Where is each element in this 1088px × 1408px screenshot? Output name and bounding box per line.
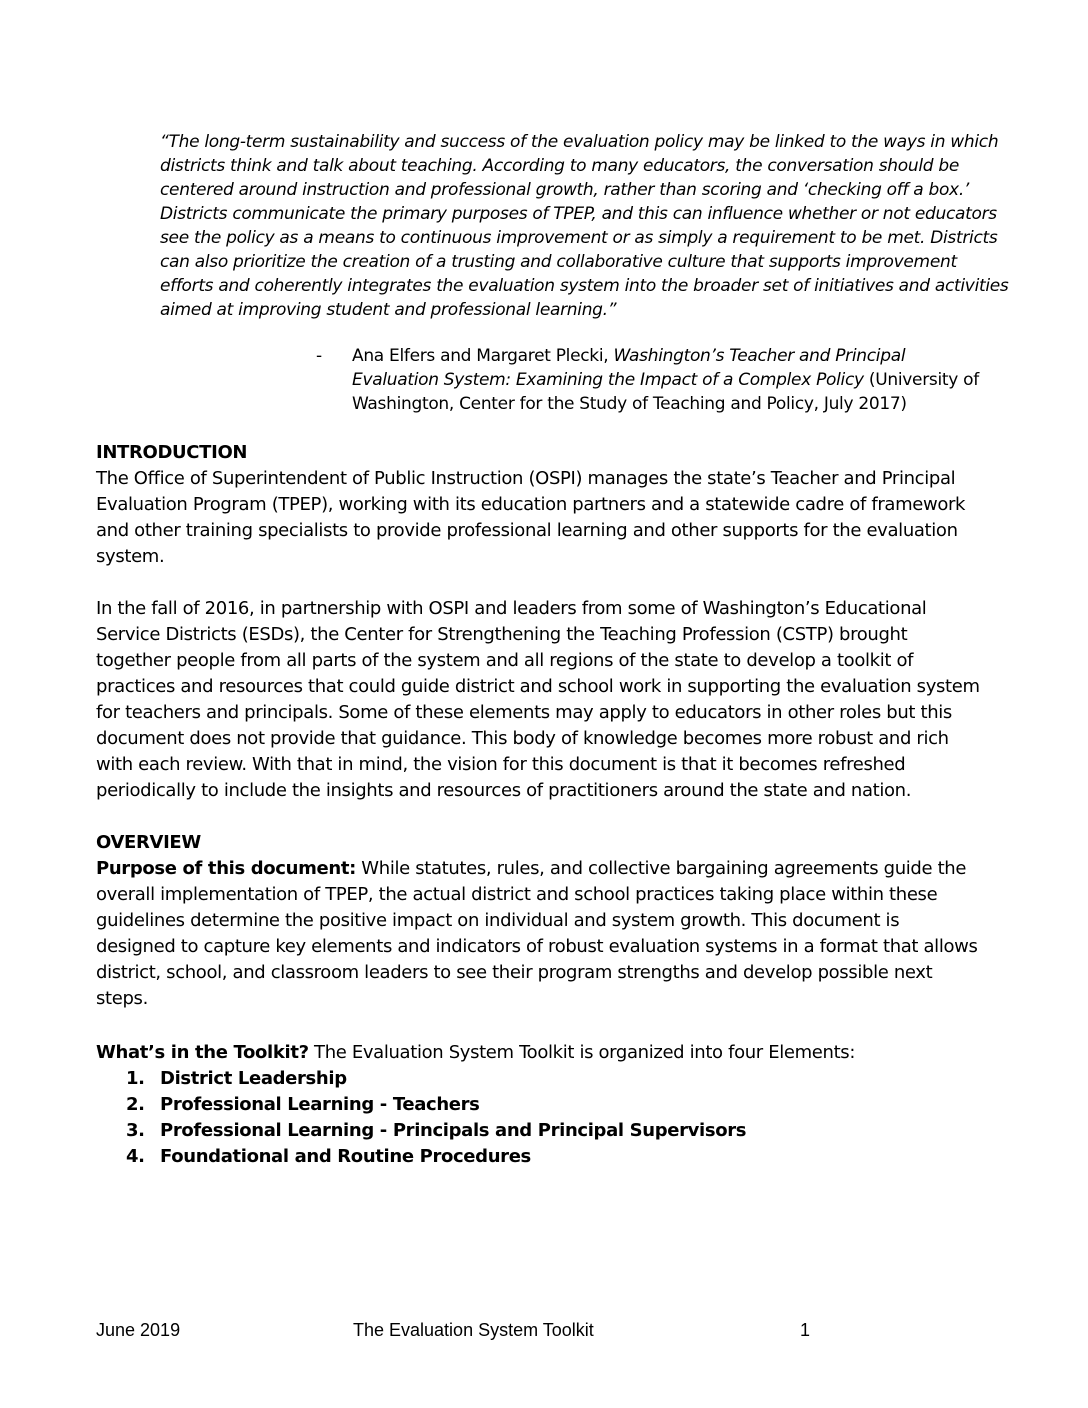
footer-title: The Evaluation System Toolkit (353, 1320, 594, 1340)
intro-p2-line: document does not provide that guidance. This body of knowledge becomes more robust and rich (96, 728, 949, 749)
intro-p1-line: system. (96, 546, 165, 567)
purpose-line: steps. (96, 988, 148, 1009)
purpose-line: district, school, and classroom leaders to see their program strengths and develop possible next (96, 962, 933, 983)
intro-p1-line: The Office of Superintendent of Public Instruction (OSPI) manages the state’s Teacher and Principal (96, 468, 956, 489)
list-number: 3. (126, 1120, 145, 1141)
quote-line: “The long-term sustainability and success of the evaluation policy may be linked to the ways in which (160, 132, 999, 152)
citation-line-1 (352, 344, 992, 368)
purpose-label: Purpose of this document: (96, 858, 356, 879)
citation-line-3: Washington, Center for the Study of Teaching and Policy, July 2017) (352, 394, 907, 414)
quote-line: centered around instruction and professional growth, rather than scoring and ‘checking off a box.’ (160, 180, 970, 200)
quote-line: see the policy as a means to continuous improvement or as simply a requirement to be met. Districts (160, 228, 998, 248)
intro-p2-line: practices and resources that could guide district and school work in supporting the evaluation system (96, 676, 980, 697)
citation-title-part-1: Washington’s Teacher and Principal (613, 346, 906, 366)
quote-line: can also prioritize the creation of a trusting and collaborative culture that supports improvement (160, 252, 957, 272)
purpose-line: overall implementation of TPEP, the actual district and school practices taking place within these (96, 884, 938, 905)
quote-line: efforts and coherently integrates the evaluation system into the broader set of initiatives and activities (160, 276, 1009, 296)
page-number: 1 (800, 1320, 811, 1340)
elements-list (96, 1066, 746, 1170)
page-footer (0, 1320, 1088, 1344)
toolkit-line (96, 1040, 996, 1066)
citation-publisher-part-1: (University of (863, 370, 979, 390)
list-number: 2. (126, 1094, 145, 1115)
list-item (96, 1066, 746, 1092)
introduction-heading: INTRODUCTION (96, 442, 248, 463)
list-label: District Leadership (160, 1068, 347, 1089)
citation-line-2 (352, 368, 992, 392)
quote-line: aimed at improving student and professional learning.” (160, 300, 617, 320)
list-item (96, 1144, 746, 1170)
purpose-line: designed to capture key elements and indicators of robust evaluation systems in a format that allows (96, 936, 978, 957)
intro-p2-line: with each review. With that in mind, the vision for this document is that it becomes refreshed (96, 754, 906, 775)
overview-heading: OVERVIEW (96, 832, 201, 853)
citation-authors: Ana Elfers and Margaret Plecki, (352, 346, 614, 366)
toolkit-text: The Evaluation System Toolkit is organized into four Elements: (308, 1042, 856, 1063)
intro-p2-line: together people from all parts of the system and all regions of the state to develop a toolkit of (96, 650, 914, 671)
list-number: 1. (126, 1068, 145, 1089)
purpose-line: guidelines determine the positive impact on individual and system growth. This document is (96, 910, 900, 931)
list-item (96, 1118, 746, 1144)
overview-section (96, 830, 996, 1012)
quote-line: districts think and talk about teaching. According to many educators, the conversation should be (160, 156, 960, 176)
purpose-text: While statutes, rules, and collective bargaining agreements guide the (355, 858, 967, 879)
list-label: Foundational and Routine Procedures (160, 1146, 531, 1167)
intro-p2-line: Service Districts (ESDs), the Center for Strengthening the Teaching Profession (CSTP) brought (96, 624, 908, 645)
list-label: Professional Learning - Teachers (160, 1094, 480, 1115)
toolkit-label: What’s in the Toolkit? (96, 1042, 309, 1063)
introduction-paragraph-2 (96, 596, 996, 804)
citation-dash: - (316, 346, 322, 366)
footer-date: June 2019 (96, 1320, 181, 1340)
purpose-line (96, 856, 996, 882)
quote-line: Districts communicate the primary purposes of TPEP, and this can influence whether or not educators (160, 204, 997, 224)
list-item (96, 1092, 746, 1118)
intro-p2-line: periodically to include the insights and resources of practitioners around the state and nation. (96, 780, 912, 801)
intro-p2-line: In the fall of 2016, in partnership with OSPI and leaders from some of Washington’s Educational (96, 598, 927, 619)
introduction-section (96, 440, 996, 570)
list-number: 4. (126, 1146, 145, 1167)
list-label: Professional Learning - Principals and Principal Supervisors (160, 1120, 747, 1141)
epigraph-quote (160, 130, 1009, 322)
toolkit-intro (96, 1040, 996, 1066)
intro-p2-line: for teachers and principals. Some of these elements may apply to educators in other roles but this (96, 702, 952, 723)
citation-title-part-2: Evaluation System: Examining the Impact of a Complex Policy (352, 370, 864, 390)
intro-p1-line: and other training specialists to provide professional learning and other supports for the evaluation (96, 520, 958, 541)
intro-p1-line: Evaluation Program (TPEP), working with its education partners and a statewide cadre of framework (96, 494, 966, 515)
